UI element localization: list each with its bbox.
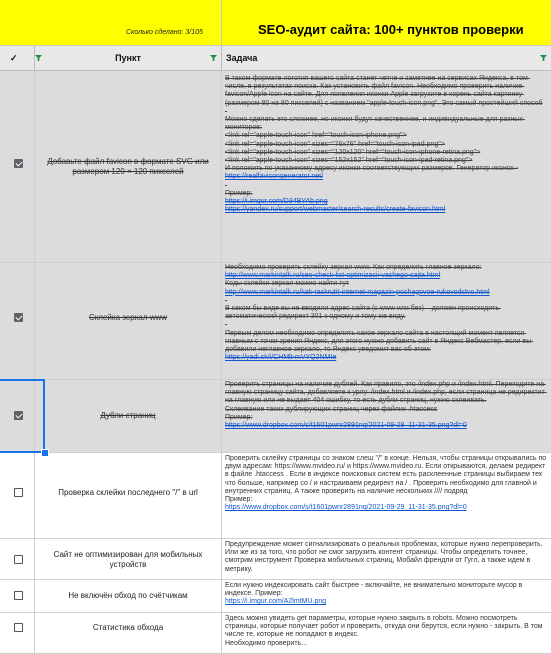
point-cell[interactable]: Добавьте файл favicon в формате SVG или размером 120 × 120 пикселей [47,157,209,176]
filter-icon[interactable] [540,55,547,61]
task-text: Проверить страницы на наличие дублей. Как правило, это /index.php и /index.html. Переходите на главную страницу сайта, добавляете к урлу: /index.html и /index.php, если страница не редиректит на главную или не выдает 404 ошибку, то есть дубли страниц, нужно склеивать. [225,381,547,405]
task-text: В таком формате логотип вашего сайта станет четче и заметнее на сервисах Яндекса, в том числе, в результатах поиска. Как установить файл favicon. Необходимо проверить наличие favicon/Apple icon на сайте. Для появления иконки Apple загрузите в корень сайта картинку (размером 80 на 80 пикселей) с названием "apple-touch-icon.png". Это самый простейший способ [225,75,543,107]
task-text: Необходимо проверить... [225,639,308,647]
task-text: Необходимо проверить склейку зеркал www. Как определить главное зеркало: [225,264,482,271]
done-checkbox[interactable] [14,411,23,420]
task-column-header: Задача [226,53,258,63]
table-row [0,453,551,539]
task-text: И положить по указанному адресу иконки соответствующих размеров. Генератор иконок - [225,165,519,173]
task-text: Пример: [225,413,253,421]
table-row [0,263,551,380]
table-row [0,613,551,654]
task-text: Если нужно индексировать сайт быстрее - включайте, не внимательно мониторьте мусор в индексе. Пример: [225,582,525,598]
task-link[interactable]: https://yadi.sk/i/CHMlt-mVYQ2NMIe [225,354,337,362]
page-title: SEO-аудит сайта: 100+ пунктов проверки [258,22,524,37]
task-cell[interactable] [225,615,549,648]
task-text [225,182,549,190]
point-column-header: Пункт [115,53,141,63]
task-text: Пример: [225,496,253,504]
done-checkbox[interactable] [14,488,23,497]
task-text [225,297,549,305]
point-cell[interactable]: Склейка зеркал www [88,313,168,322]
task-text: Можно сделать это сложнее, но иконки будут качественнее, и индивидуальные для разных мониторов: [225,116,525,132]
task-cell[interactable] [225,264,549,362]
done-checkbox[interactable] [14,623,23,632]
task-text: Коды склейки зеркал можно найти тут [225,280,350,288]
task-link[interactable]: https://www.dropbox.com/s/t1601pwnr2891nq/2021-09-29_11-31-35.png?dl=0 [225,504,467,512]
task-text: В каком бы виде вы не вводили адрес сайта (с www или без) – должен происходить автоматический редирект 301 к одному и тому же виду. [225,305,501,321]
done-checkbox[interactable] [14,313,23,322]
task-cell[interactable] [225,455,549,512]
table-header [0,46,551,71]
banner-divider [221,0,222,45]
table-row [0,380,551,453]
task-link[interactable]: http://www.markintalk.ru/seo-check-list-optimizacii-vashego-sajta.html [225,272,441,280]
task-text: <link rel="apple-touch-icon" href="touch-icon-iphone.png"> [225,132,407,140]
task-cell[interactable] [225,582,549,607]
task-link[interactable]: https://www.dropbox.com/s/t1601pwnr2891nq/2021-09-29_11-31-35.png?dl=0 [225,422,467,430]
table-row [0,71,551,263]
point-cell[interactable]: Сайт не оптимизирован для мобильных устройств [53,550,203,569]
task-link[interactable]: https://yandex.ru/support/webmaster/search-results/create-favicon.html [225,206,446,214]
task-cell[interactable] [225,541,549,574]
task-text [225,108,549,116]
task-text: <link rel="apple-touch-icon" sizes="120x120" href="touch-icon-iphone-retina.png"> [225,148,481,156]
task-text: <link rel="apple-touch-icon" sizes="76x76" href="touch-icon-ipad.png"> [225,140,445,148]
task-cell[interactable] [225,381,549,430]
check-column-header: ✓ [10,53,18,63]
point-cell[interactable]: Не включён обход по счётчикам [68,591,188,600]
task-text: Предупреждение может сигнализировать о реальных проблемах, которые нужно перепроверить. Или же из за того, что робот не смог загрузить контент страницы. Чтобы определить точнее, смотрим инструмент Проверка мобильных страниц, Мобайл френдли от Гугл, а также идем в метрику. [225,541,545,573]
task-link[interactable]: https://realfavicongenerator.net/ [225,173,324,181]
task-text: <link rel="apple-touch-icon" sizes="152x152" href="touch-icon-ipad-retina.png"> [225,157,473,165]
done-checkbox[interactable] [14,159,23,168]
done-checkbox[interactable] [14,591,23,600]
task-text: Склеивание таких дублирующих страниц через файлик .htaccess [225,405,438,413]
task-link[interactable]: https://i.imgur.com/A2lmtMU.png [225,598,327,606]
table-row [0,580,551,613]
task-link[interactable]: http://www.markintalk.ru/kak-raskrutit-internet-magazin-poshagovoe-rukovodstvo.html [225,288,490,296]
filter-icon[interactable] [210,55,217,61]
task-text: Проверить склейку страницы со знаком слеш "/" в конце. Нельзя, чтобы страницы открывались по двум адресам: https://www.mvideo.ru/ и https://www.mvideo.ru. Если открываются, делаем редирект в файле .htaccess . Если в индексе поисковых систем есть расклеенные страницы выбираем тех что больше, например со / и настраиваем редирект на / . Проверить необходимо для главной и внутренних страниц. А также проверить на наличие нескольких //// подряд [225,455,549,495]
task-text: Здесь можно увидеть get параметры, которые нужно закрыть в robots. Можно посмотреть страницы, которые получает робот и проверить, откуда они берутся, если нужно - закрыть. В том числе те, которые не попадают в индекс. [225,615,545,639]
banner [0,0,551,46]
task-text [225,321,549,329]
progress-counter: Сколько сделано: 3/105 [126,29,203,36]
task-cell[interactable] [225,75,549,214]
task-text: Пример: [225,189,253,197]
point-cell[interactable]: Статистика обхода [92,623,164,632]
table-row [0,539,551,580]
point-cell[interactable]: Дубли страниц [100,411,156,420]
task-text: Первым делом необходимо определить какое зеркало сайта в настоящий момент является главным с точки зрения Яндекс, для этого нужно добавить сайт в Яндекс Вебмастер, если вы добавили неглавное зеркало, то Яндекс уведомит вас об этом: [225,329,534,354]
done-checkbox[interactable] [14,555,23,564]
fill-handle[interactable] [41,449,49,457]
point-cell[interactable]: Проверка склейки последнего "/" в url [58,488,198,497]
task-link[interactable]: https://i.imgur.com/D34BYAb.png [225,198,328,206]
